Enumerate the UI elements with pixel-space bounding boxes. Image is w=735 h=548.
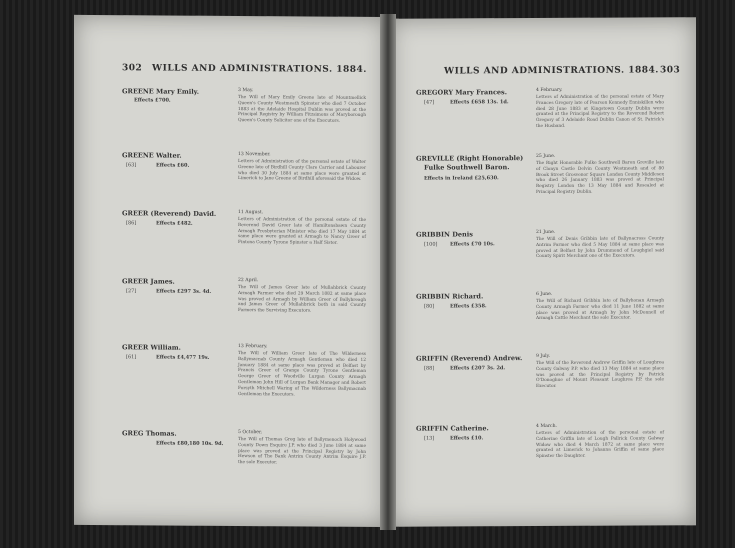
entry-text: The Will of the Reverend Andrew Griffin late of Loughrea County Galway P.P. who died 13 May 1884 at same place was proved at the Principal Registry by Patrick O'Donoghue of Mount Pleasant Loughrea P.P. the sole Executor. [536,360,664,390]
right-entry-5 [390,353,696,390]
entry-name-continued: Fulke Southwell Baron. [424,163,510,172]
entry-number: [88] [424,365,435,372]
entry-text: The Will of William Greer late of The Wilderness Ballymacnab County Armagh Gentleman who died 12 January 1884 at same place was proved at Belfast by Francis Greer of Grange County Tyrone Gentleman George Greer of Woodville Lurgan County Armagh Gentleman John Hill of Lurgan Bank Manager and Robert Forsyth Mitchell Waring of The Wilderness Ballymacnab Gentleman the Executors. [238,351,366,398]
entry-effects: Effects £358. [450,303,487,310]
entry-name: GRIBBIN Richard. [416,292,484,301]
right-page [390,17,696,527]
entry-name: GRIFFIN (Reverend) Andrew. [416,354,523,363]
right-page-number: 303 [660,65,681,76]
entry-name: GREG Thomas. [122,429,177,438]
entry-date: 4 March. [536,423,558,430]
right-page-header [390,65,696,81]
entry-date: 3 May. [238,88,254,94]
left-entry-5 [74,343,387,398]
left-page-number: 302 [122,63,143,74]
left-page [74,15,387,527]
entry-text: The Right Honorable Fulke Southwell Baron Greville late of Clonyn Castle Delvin County Westmeath and of 80 Brook Street Grosvenor Square London County Middlesex who died 26 January 1883 was proved at Principal Registry London the 13 May 1884 and Resealed at Principal Registry Dublin. [536,160,664,196]
left-page-title: WILLS AND ADMINISTRATIONS. 1884. [152,63,367,75]
entry-name: GREER (Reverend) David. [122,209,217,218]
right-page-title: WILLS AND ADMINISTRATIONS. 1884. [444,65,659,77]
entry-date: 22 April. [238,278,259,284]
book-gutter [380,14,396,530]
entry-date: 21 June. [536,229,556,236]
entry-date: 6 June. [536,291,553,298]
entry-name: GREGORY Mary Frances. [416,88,507,97]
left-entry-3 [74,209,387,246]
entry-number: [100] [424,241,438,248]
entry-number: [86] [126,220,137,227]
entry-number: [13] [424,435,435,442]
entry-text: The Will of Denis Gribbin late of Ballynacross County Antrim Farmer who died 5 May 1884 at same place was proved at Belfast by John Drummond of Loughgiel said County Spirit Merchant one of the Executors. [536,236,664,260]
entry-effects: Effects in Ireland £25,630. [424,175,499,182]
entry-effects: Effects £80,180 10s. 9d. [156,440,224,447]
entry-effects: Effects £482. [156,220,193,227]
entry-number: [47] [424,99,435,106]
right-entry-2 [390,153,696,196]
entry-effects: Effects £658 13s. 1d. [450,99,509,106]
entry-text: Letters of Administration of the personal estate of Mary Frances Gregory late of Pearson Kennedy Enniskillen who died 28 June 1883 at Kingstown County Dublin were granted at the Principal Registry to the Reverend Robert Gregory of 3 Adelaide Road Dublin Canon of St. Patrick's the Husband. [536,94,664,130]
entry-date: 13 February. [238,344,268,350]
entry-text: The Will of Mary Emily Greene late of Mountmellick Queen's County Westmeath Spinster who died 7 October 1883 at the Adelaide Hospital Dublin was proved at the Principal Registry by William Fitzsimons of Maryborough Queen's County Solicitor one of the Executors. [238,95,366,124]
entry-text: Letters of Administration of the personal estate of the Reverend David Greer late of Hamiltonsbawn County Armagh Presbyterian Minister who died 17 May 1884 at same place were granted at Armagh to Nancy Greer of Fintona County Tyrone Spinster a Half Sister. [238,217,366,246]
left-entry-1 [74,87,387,124]
entry-text: The Will of Richard Gribbin late of Ballyhonan Armagh County Armagh Farmer who died 11 June 1882 at same place was proved at Armagh by John McDonnell of Armagh Cattle Merchant the sole Executor. [536,298,664,322]
entry-number: [80] [424,303,435,310]
entry-name: GRIBBIN Denis [416,230,473,239]
entry-effects: Effects £4,477 19s. [156,354,210,361]
right-entry-3 [390,229,696,260]
right-entry-6 [390,423,696,460]
entry-name: GREVILLE (Right Honorable) [416,154,524,163]
left-entry-2 [74,151,387,183]
entry-effects: Effects £207 3s. 2d. [450,365,506,372]
entry-text: Letters of Administration of the personal estate of Catherine Griffin late of Lough Pallrick County Galway Widow who died 4 March 1872 at same place were granted at Limerick to Johanna Griffin of same place Spinster the Daughter. [536,430,664,460]
entry-date: 25 June. [536,153,556,160]
entry-date: 9 July. [536,353,551,360]
entry-text: The Will of James Greer late of Mullahbrick County Armagh Farmer who died 29 March 1882 at same place was proved at Armagh by William Greer of Ballybreagh and James Greer of Mullahbrick both in said County Farmers the Surviving Executors. [238,285,366,314]
entry-name: GREENE Mary Emily. [122,87,199,96]
entry-effects: Effects £297 3s. 4d. [156,288,212,295]
entry-effects: Effects £70 10s. [450,241,495,248]
entry-date: 5 October. [238,430,263,436]
left-entry-6 [74,429,387,466]
entry-date: 11 August. [238,210,264,216]
entry-name: GREER William. [122,343,181,352]
entry-number: [27] [126,288,137,295]
left-entry-4 [74,277,387,314]
entry-date: 4 February. [536,87,563,94]
right-entry-1 [390,87,696,130]
entry-number: [63] [126,162,137,169]
entry-effects: Effects £10. [450,435,484,442]
entry-name: GRIFFIN Catherine. [416,424,489,433]
entry-name: GREER James. [122,277,175,286]
entry-text: Letters of Administration of the personal estate of Walter Greene late of Birdhill County Clare Carrier and Labourer who died 30 July 1884 at same place were granted at Limerick to Jane Greene of Birdhill aforesaid the Widow. [238,159,366,183]
entry-number: [61] [126,354,137,361]
entry-text: The Will of Thomas Greg late of Ballymenoch Holywood County Down Esquire J.P. who died 3 June 1884 at same place was proved at the Principal Registry by John Hewson of The Bank Antrim County Antrim Esquire J.P. the sole Executor. [238,437,366,466]
entry-effects: Effects £60. [156,162,190,169]
entry-effects: Effects £700. [134,97,171,104]
left-page-header [74,63,387,79]
right-entry-4 [390,291,696,322]
entry-date: 13 November. [238,152,271,158]
entry-name: GREENE Walter. [122,151,182,160]
